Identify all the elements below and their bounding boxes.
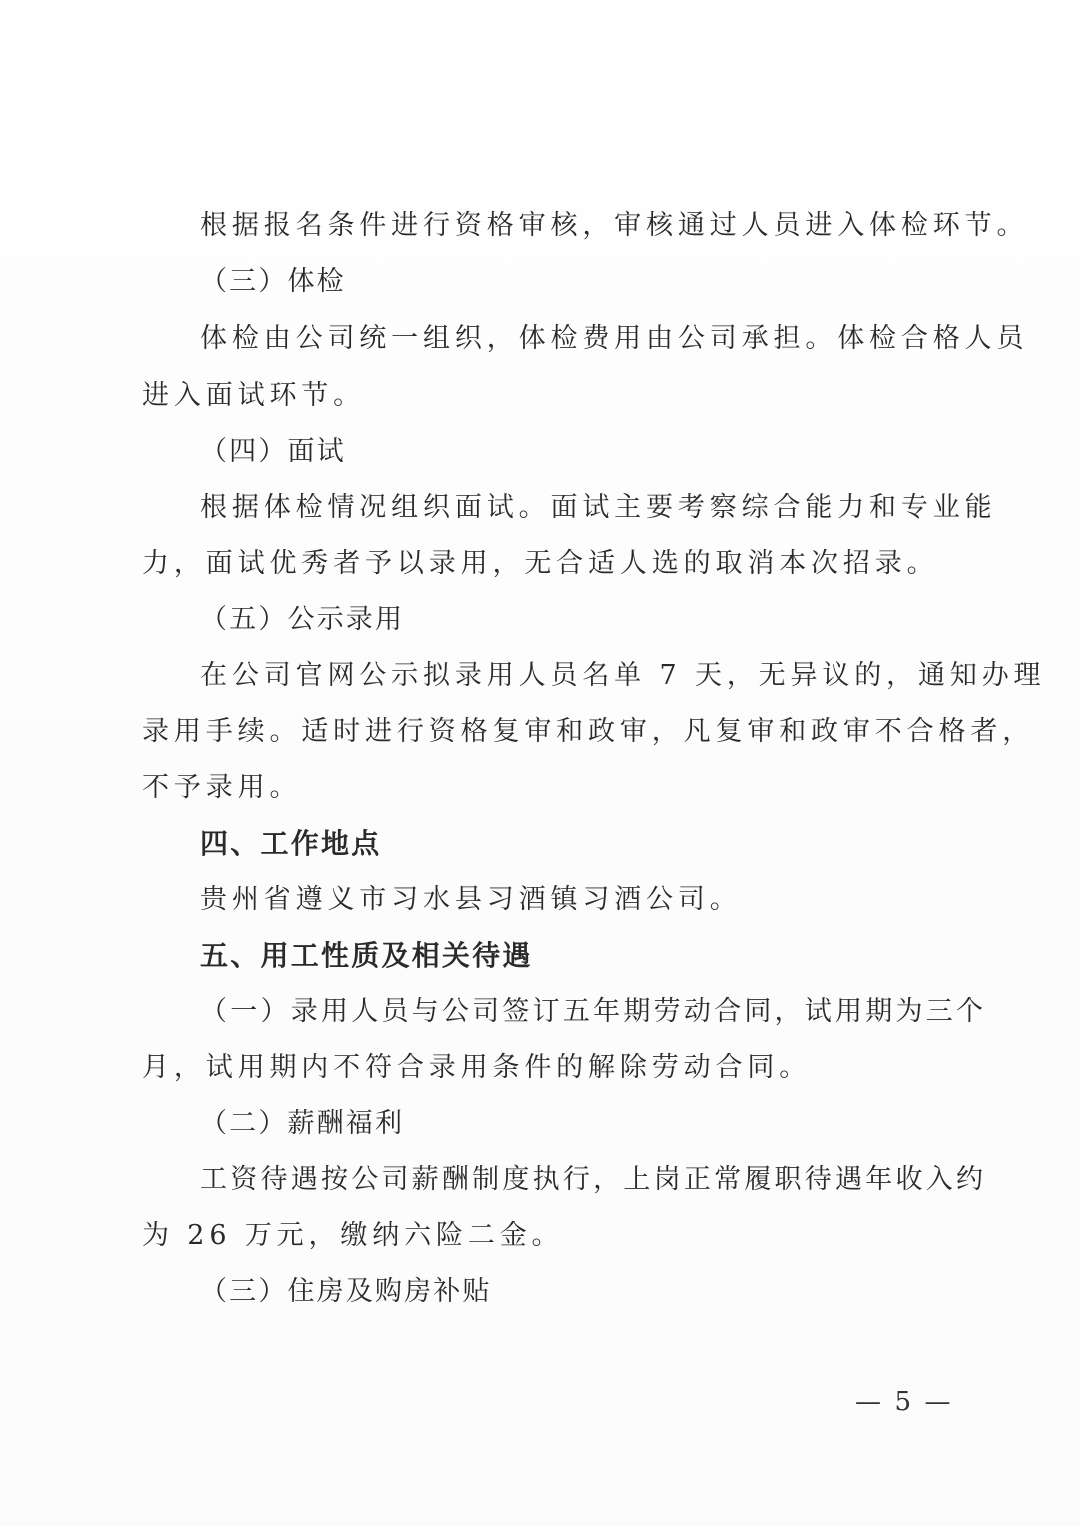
paragraph-line: 体检由公司统一组织，体检费用由公司承担。体检合格人员 [200, 323, 1029, 354]
subsection-heading: （五）公示录用 [200, 604, 405, 635]
paragraph-line: 根据体检情况组织面试。面试主要考察综合能力和专业能 [200, 492, 997, 523]
paragraph-line: 工资待遇按公司薪酬制度执行，上岗正常履职待遇年收入约 [200, 1164, 987, 1195]
subsection-heading: （三）住房及购房补贴 [200, 1276, 492, 1307]
paragraph-line: （一）录用人员与公司签订五年期劳动合同，试用期为三个 [200, 996, 987, 1027]
section-heading: 四、工作地点 [200, 827, 382, 860]
paragraph-line: 进入面试环节。 [142, 380, 366, 411]
paragraph-line: 不予录用。 [142, 772, 302, 803]
paragraph-line: 录用手续。适时进行资格复审和政审，凡复审和政审不合格者， [142, 716, 1035, 747]
subsection-heading: （二）薪酬福利 [200, 1108, 405, 1139]
subsection-heading: （四）面试 [200, 436, 346, 467]
paragraph-line: 力，面试优秀者予以录用，无合适人选的取消本次招录。 [142, 548, 939, 579]
subsection-heading: （三）体检 [200, 266, 346, 297]
paragraph-line: 在公司官网公示拟录用人员名单 7 天，无异议的，通知办理 [200, 660, 1046, 691]
paragraph-line: 根据报名条件进行资格审核，审核通过人员进入体检环节。 [200, 210, 1029, 241]
section-heading: 五、用工性质及相关待遇 [200, 939, 533, 972]
page-number: — 5 — [855, 1387, 954, 1417]
paragraph-line: 为 26 万元，缴纳六险二金。 [142, 1220, 564, 1251]
paragraph-line: 月，试用期内不符合录用条件的解除劳动合同。 [142, 1052, 812, 1083]
paragraph-line: 贵州省遵义市习水县习酒镇习酒公司。 [200, 884, 742, 915]
